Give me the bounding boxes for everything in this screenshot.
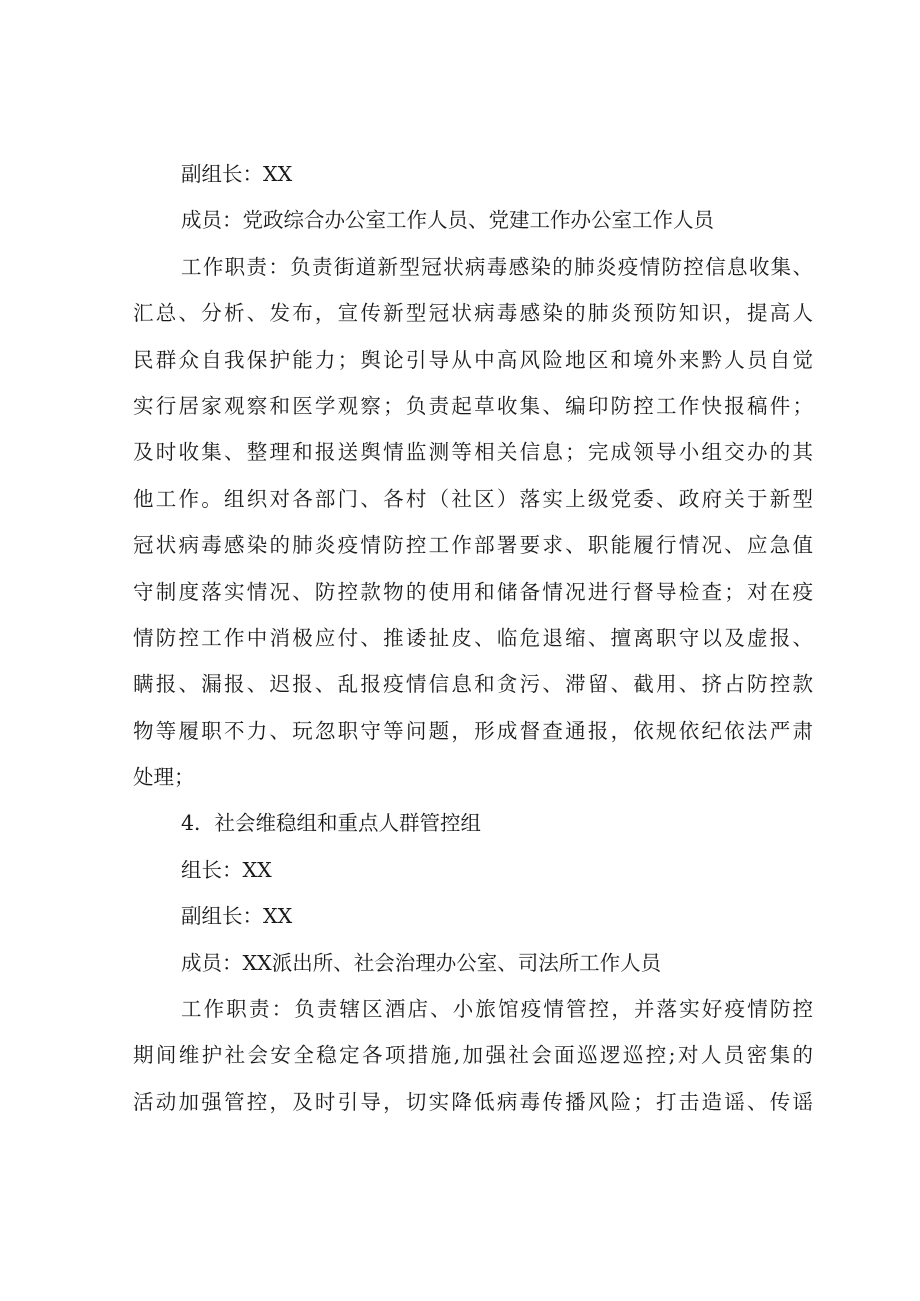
duties-paragraph-end: 处理； (133, 765, 195, 790)
duties-paragraph-line: 工作职责：负责街道新型冠状病毒感染的肺炎疫情防控信息收集、 (181, 254, 813, 279)
members-line: 成员：党政综合办公室工作人员、党建工作办公室工作人员 (181, 208, 714, 233)
duties-paragraph-line: 物等履职不力、玩忽职守等问题，形成督查通报，依规依纪依法严肃 (133, 718, 813, 743)
leader-line: 组长：XX (181, 857, 272, 882)
duties-paragraph-line: 瞒报、漏报、迟报、乱报疫情信息和贪污、滞留、截用、挤占防控款 (133, 672, 813, 697)
document-body (133, 151, 813, 1125)
duties-paragraph-line: 工作职责：负责辖区酒店、小旅馆疫情管控，并落实好疫情防控 (181, 997, 813, 1022)
duties-paragraph-line: 守制度落实情况、防控款物的使用和储备情况进行督导检查；对在疫 (133, 579, 813, 604)
duties-paragraph-line: 及时收集、整理和报送舆情监测等相关信息；完成领导小组交办的其 (133, 440, 813, 465)
duties-paragraph-line: 冠状病毒感染的肺炎疫情防控工作部署要求、职能履行情况、应急值 (133, 533, 813, 558)
duties-paragraph-line: 实行居家观察和医学观察；负责起草收集、编印防控工作快报稿件； (133, 393, 813, 418)
deputy-leader-line: 副组长：XX (181, 162, 293, 186)
members-line: 成员：XX派出所、社会治理办公室、司法所工作人员 (181, 950, 662, 975)
duties-paragraph-line: 活动加强管控，及时引导，切实降低病毒传播风险；打击造谣、传谣 (133, 1089, 813, 1114)
section-heading: 4．社会维稳组和重点人群管控组 (181, 811, 482, 836)
deputy-leader-line: 副组长：XX (181, 904, 293, 929)
duties-paragraph-line: 汇总、分析、发布，宣传新型冠状病毒感染的肺炎预防知识，提高人 (133, 301, 813, 326)
duties-paragraph-line: 他工作。组织对各部门、各村（社区）落实上级党委、政府关于新型 (133, 486, 813, 511)
duties-paragraph-line: 期间维护社会安全稳定各项措施,加强社会面巡逻巡控;对人员密集的 (133, 1043, 813, 1068)
duties-paragraph-line: 情防控工作中消极应付、推诿扯皮、临危退缩、擅离职守以及虚报、 (133, 625, 813, 650)
duties-paragraph-line: 民群众自我保护能力；舆论引导从中高风险地区和境外来黔人员自觉 (133, 347, 813, 372)
